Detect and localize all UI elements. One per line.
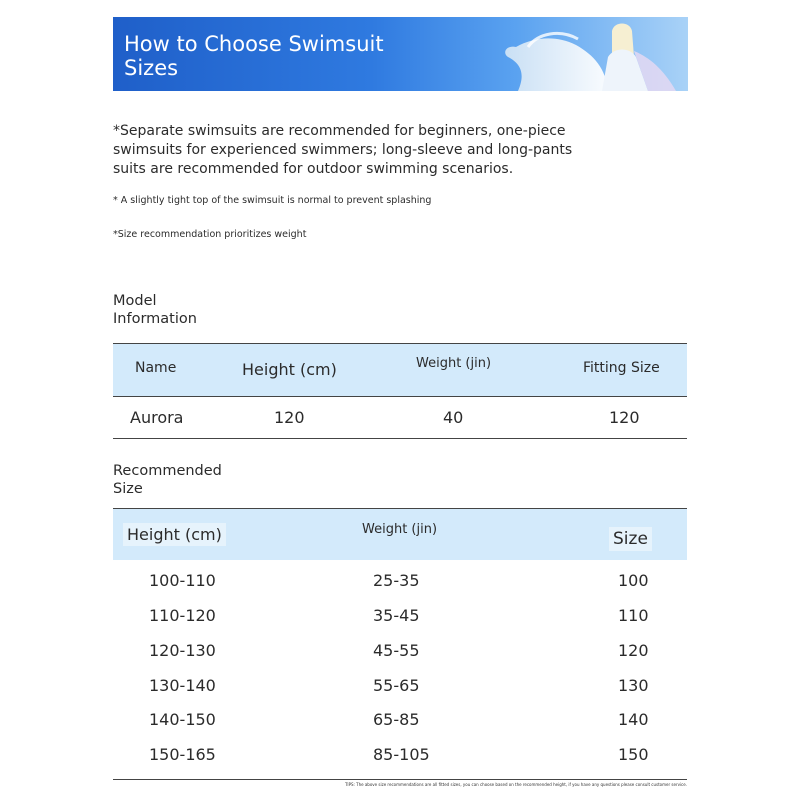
model-fitting-size: 120 (609, 408, 640, 427)
header-height: Height (cm) (123, 523, 226, 546)
model-table-row (113, 396, 687, 439)
model-weight: 40 (443, 408, 464, 427)
recommended-table-body (113, 560, 687, 780)
row-weight: 65-85 (373, 710, 420, 729)
row-weight: 45-55 (373, 641, 420, 660)
row-size: 110 (618, 606, 649, 625)
banner-title: How to Choose Swimsuit Sizes (124, 32, 384, 80)
header-height: Height (cm) (242, 360, 337, 379)
row-size: 130 (618, 676, 649, 695)
tight-top-note: * A slightly tight top of the swimsuit is normal to prevent splashing (113, 195, 432, 206)
header-weight: Weight (jin) (416, 356, 492, 371)
model-name: Aurora (130, 408, 184, 427)
model-table-header (113, 343, 687, 396)
table-row (113, 676, 687, 700)
row-weight: 55-65 (373, 676, 420, 695)
recommended-size-table (113, 508, 687, 780)
table-row (113, 641, 687, 665)
row-height: 150-165 (149, 745, 216, 764)
model-height: 120 (274, 408, 305, 427)
row-height: 120-130 (149, 641, 216, 660)
row-size: 120 (618, 641, 649, 660)
recommended-table-header (113, 508, 687, 560)
row-size: 150 (618, 745, 649, 764)
header-size: Size (609, 527, 652, 551)
table-row (113, 571, 687, 595)
model-table (113, 343, 687, 439)
row-weight: 25-35 (373, 571, 420, 590)
recommended-size-title: Recommended Size (113, 463, 222, 497)
priority-note: *Size recommendation prioritizes weight (113, 229, 307, 240)
header-name: Name (135, 360, 177, 376)
table-row (113, 745, 687, 769)
row-size: 140 (618, 710, 649, 729)
model-information-title: Model Information (113, 293, 197, 327)
row-height: 130-140 (149, 676, 216, 695)
horse-and-character-icon (498, 17, 688, 91)
table-row (113, 606, 687, 630)
header-banner (113, 17, 688, 91)
header-weight: Weight (jin) (362, 522, 438, 537)
row-weight: 35-45 (373, 606, 420, 625)
row-height: 100-110 (149, 571, 216, 590)
table-row (113, 710, 687, 734)
row-height: 110-120 (149, 606, 216, 625)
header-fitting-size: Fitting Size (583, 360, 660, 376)
row-weight: 85-105 (373, 745, 430, 764)
row-size: 100 (618, 571, 649, 590)
tips-footnote: TIPS: The above size recommendations are all fitted sizes, you can choose based on the recommended height, if you have any questions please consult customer service. (344, 782, 687, 787)
row-height: 140-150 (149, 710, 216, 729)
recommendation-note: *Separate swimsuits are recommended for beginners, one-piece swimsuits for experienced swimmers; long-sleeve and long-pants suits are recommended for outdoor swimming scenarios. (113, 123, 573, 177)
